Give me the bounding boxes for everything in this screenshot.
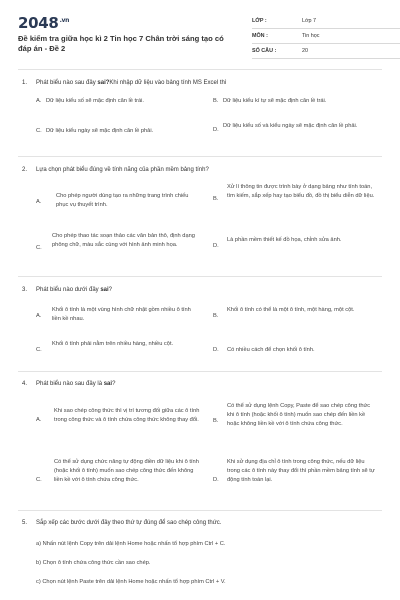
- stem-text: Phát biểu nào sau đây là: [36, 381, 104, 387]
- option-text: Xử lí thông tin được trình bày ở dạng bảng như tính toán, tìm kiếm, sắp xếp hay tạo biểu đồ, đồ thị biểu diễn dữ liệu.: [227, 184, 375, 200]
- option-text: Dữ liệu kiểu ngày sẽ mặc định căn lề phải.: [46, 128, 154, 134]
- question-number: 5.: [22, 520, 28, 526]
- divider: [18, 276, 382, 277]
- meta-count-row: [252, 44, 400, 59]
- stem-text: Phát biểu nào sau đây: [36, 80, 98, 86]
- meta-class-row: [252, 14, 400, 29]
- option-text: Có thể sử dụng lệnh Copy, Paste để sao chép công thức khi ô tính (hoặc khối ô tính) muốn sao chép đến liền kề hoặc không liền kề với ô tính chứa công thức.: [227, 403, 371, 428]
- option-label: C.: [36, 347, 42, 353]
- option-label: B.: [213, 418, 219, 424]
- exam-header: [18, 14, 382, 58]
- option-text: Khối ô tính là một vùng hình chữ nhật gồm nhiều ô tính liền kề nhau.: [52, 307, 191, 323]
- stem-text-after: Khi nhập dữ liệu vào bảng tính MS Excel thì: [109, 80, 227, 86]
- meta-subject-row: [252, 29, 400, 44]
- option-text: Dữ liệu kiểu số và kiểu ngày sẽ mặc định căn lề phải.: [223, 123, 358, 129]
- stem-bold: sai: [100, 287, 109, 293]
- option-text: Cho phép thao tác soạn thảo các văn bản thô, định dạng phông chữ, màu sắc cùng với hình ảnh minh họa.: [52, 233, 195, 249]
- option-text: Khi sao chép công thức thì vị trí tương đối giữa các ô tính trong công thức và ô tính chứa công thức không thay đổi.: [54, 408, 200, 424]
- site-logo[interactable]: [18, 14, 69, 32]
- logo-suffix: .vn: [59, 17, 70, 24]
- step-c: c) Chọn nút lệnh Paste trên dải lệnh Home hoặc nhấn tổ hợp phím Ctrl + V.: [36, 579, 226, 585]
- option-text: Là phần mềm thiết kế đồ họa, chỉnh sửa ảnh.: [227, 237, 342, 243]
- question-stem: [36, 287, 112, 293]
- option-label: A.: [36, 98, 42, 104]
- divider: [18, 156, 382, 157]
- step-b: b) Chọn ô tính chứa công thức cần sao chép.: [36, 560, 151, 566]
- option-text: Cho phép người dùng tạo ra những trang trình chiếu phục vụ thuyết trình.: [56, 193, 189, 209]
- stem-bold: sai?: [97, 80, 110, 86]
- exam-meta: [252, 14, 400, 59]
- option-label: A.: [36, 417, 42, 423]
- divider: [18, 69, 382, 70]
- meta-subject-value: Tin học: [302, 33, 320, 39]
- meta-class-key: LỚP :: [252, 18, 267, 24]
- option-label: D.: [213, 477, 219, 483]
- question-stem: Lựa chọn phát biểu đúng về tính năng của phần mềm bảng tính?: [36, 167, 209, 173]
- option-label: A.: [36, 199, 42, 205]
- question-number: 2.: [22, 167, 28, 173]
- option-text: Dữ liệu kiểu số sẽ mặc định căn lề trái.: [46, 98, 145, 104]
- divider: [18, 371, 382, 372]
- option-text: Khối ô tính có thể là một ô tính, một hàng, một cột.: [227, 307, 355, 313]
- option-text: Có thể sử dụng chức năng tự động điền dữ liệu khi ô tính (hoặc khối ô tính) muốn sao chép công thức đến không liền kề với ô tính chứa công thức.: [54, 459, 199, 484]
- divider: [18, 510, 382, 511]
- stem-text-after: ?: [112, 381, 116, 387]
- question-stem: [36, 381, 115, 387]
- stem-text-after: ?: [108, 287, 113, 293]
- meta-class-value: Lớp 7: [302, 18, 317, 24]
- question-stem: [36, 80, 227, 86]
- option-text: Khi sử dụng địa chỉ ô tính trong công thức, nếu dữ liệu trong các ô tính này thay đổi thì phần mềm bảng tính sẽ tự động tính toán lại.: [227, 459, 375, 484]
- meta-count-key: SỐ CÂU :: [252, 48, 277, 54]
- question-stem: Sắp xếp các bước dưới đây theo thứ tự đúng để sao chép công thức.: [36, 520, 222, 526]
- meta-count-value: 20: [302, 48, 308, 54]
- question-number: 1.: [22, 80, 28, 86]
- option-text: Khối ô tính phải nằm trên nhiều hàng, nhiều cột.: [52, 341, 174, 347]
- logo-text: 2048: [18, 14, 59, 32]
- meta-subject-key: MÔN :: [252, 33, 268, 39]
- option-label: B.: [213, 98, 219, 104]
- option-label: A.: [36, 313, 42, 319]
- option-label: D.: [213, 347, 219, 353]
- option-text: Có nhiều cách để chọn khối ô tính.: [227, 347, 315, 353]
- question-number: 3.: [22, 287, 28, 293]
- stem-bold: sai: [103, 381, 113, 387]
- step-a: a) Nhấn nút lệnh Copy trên dải lệnh Home hoặc nhấn tổ hợp phím Ctrl + C.: [36, 541, 226, 547]
- option-label: C.: [36, 477, 42, 483]
- option-label: D.: [213, 243, 219, 249]
- option-label: C.: [36, 245, 42, 251]
- question-number: 4.: [22, 381, 28, 387]
- option-text: Dữ liệu kiểu kí tự sẽ mặc định căn lề trái.: [223, 98, 327, 104]
- stem-text: Phát biểu nào dưới đây: [36, 287, 101, 293]
- option-label: B.: [213, 196, 219, 202]
- option-label: B.: [213, 313, 219, 319]
- option-label: D.: [213, 127, 219, 133]
- exam-title: Đề kiểm tra giữa học kì 2 Tin học 7 Chân trời sáng tạo có đáp án - Đề 2: [18, 34, 224, 53]
- option-label: C.: [36, 128, 42, 134]
